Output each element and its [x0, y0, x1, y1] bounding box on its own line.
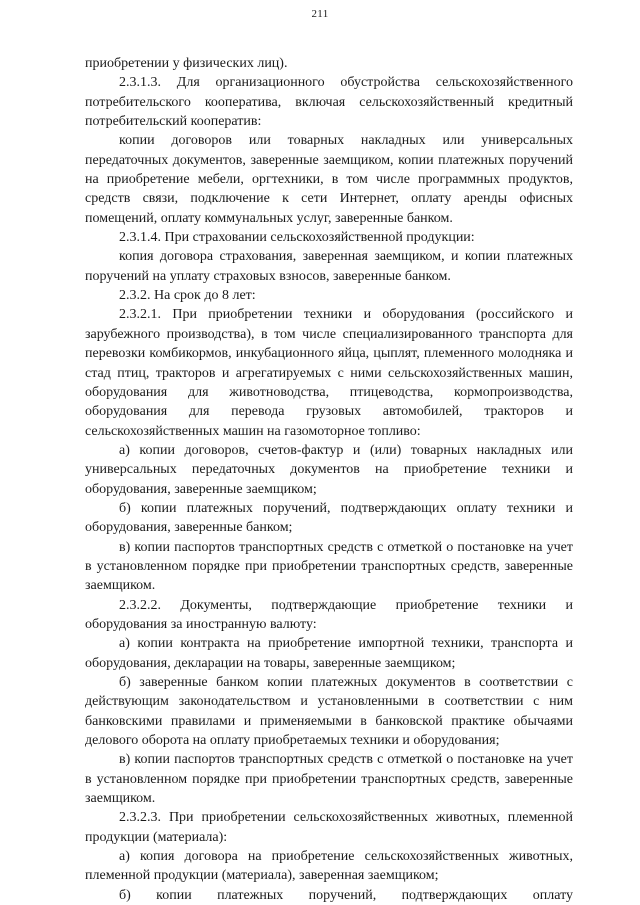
paragraph: в) копии паспортов транспортных средств с отметкой о постановке на учет в установленном порядке при приобретении транспортных средств, заверенные заемщиком.	[85, 539, 573, 594]
paragraph: приобретении у физических лиц).	[85, 56, 288, 71]
paragraph: в) копии паспортов транспортных средств с отметкой о постановке на учет в установленном порядке при приобретении транспортных средств, заверенные заемщиком.	[85, 752, 573, 807]
paragraph: 2.3.2.3. При приобретении сельскохозяйственных животных, племенной продукции (материала):	[85, 810, 573, 845]
paragraph: а) копии контракта на приобретение импортной техники, транспорта и оборудования, декларации на товары, заверенные заемщиком;	[85, 636, 573, 671]
paragraph: а) копии договоров, счетов-фактур и (или) товарных накладных или универсальных передаточных документов на приобретение техники и оборудования, заверенные заемщиком;	[85, 442, 573, 497]
paragraph: а) копия договора на приобретение сельскохозяйственных животных, племенной продукции (материала), заверенная заемщиком;	[85, 849, 573, 884]
page-number: 211	[311, 8, 329, 20]
paragraph: копия договора страхования, заверенная заемщиком, и копии платежных поручений на уплату страховых взносов, заверенные банком.	[85, 249, 573, 284]
paragraph: 2.3.2.2. Документы, подтверждающие приобретение техники и оборудования за иностранную валюту:	[85, 597, 573, 632]
document-body	[85, 54, 573, 905]
paragraph: 2.3.2. На срок до 8 лет:	[119, 288, 256, 304]
paragraph: б) заверенные банком копии платежных документов в соответствии с действующим законодательством и установленными в соответствии с ним банковскими правилами и применяемыми в банковской практике обычаями делового оборота на оплату приобретаемых техники и оборудования;	[85, 675, 573, 749]
paragraph: 2.3.1.3. Для организационного обустройства сельскохозяйственного потребительского кооператива, включая сельскохозяйственный кредитный потребительский кооператив:	[85, 75, 573, 130]
paragraph: б) копии платежных поручений, подтверждающих оплату техники и оборудования, заверенные банком;	[85, 500, 573, 536]
paragraph: копии договоров или товарных накладных или универсальных передаточных документов, заверенные заемщиком, копии платежных поручений на приобретение мебели, оргтехники, в том числе программных продуктов, средств связи, подключение к сети Интернет, оплату аренды офисных помещений, оплату коммунальных услуг, заверенные банком.	[85, 133, 573, 226]
paragraph: 2.3.1.4. При страховании сельскохозяйственной продукции:	[119, 230, 475, 246]
paragraph: 2.3.2.1. При приобретении техники и оборудования (российского и зарубежного производства), в том числе специализированного транспорта для перевозки комбикормов, инкубационного яйца, цыплят, племенного молодняка и стад птиц, тракторов и агрегатируемых с ними сельскохозяйственных машин, оборудования для животноводства, птицеводства, кормопроизводства, оборудования для перевода грузовых автомобилей, тракторов и сельскохозяйственных машин на газомоторное топливо:	[85, 307, 573, 439]
paragraph: б) копии платежных поручений, подтверждающих оплату	[119, 887, 573, 903]
